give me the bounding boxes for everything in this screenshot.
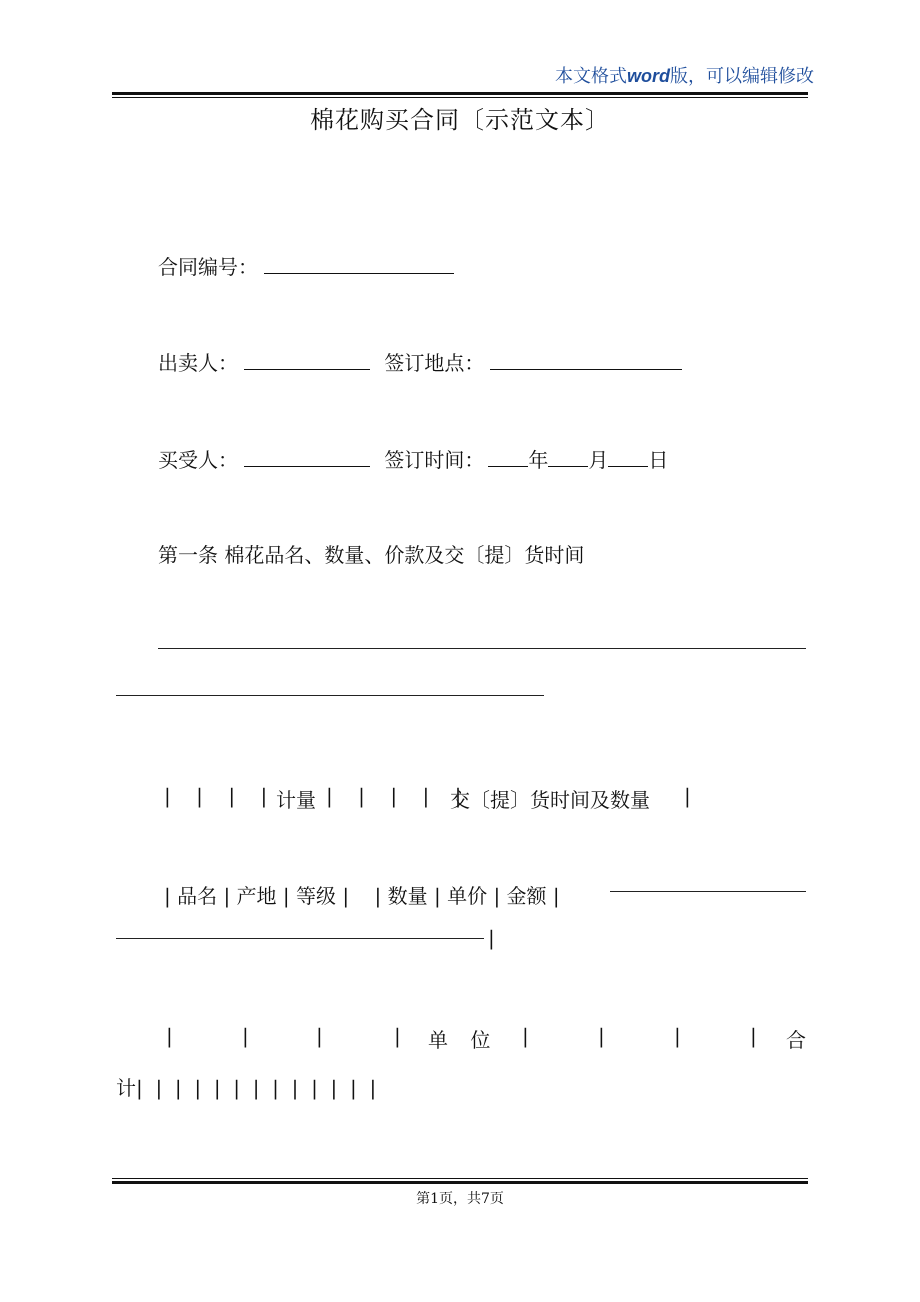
row1-bars-a: | | | |	[164, 784, 268, 808]
row3-bars-g: |	[674, 1024, 681, 1048]
contract-number-line	[158, 254, 454, 280]
dash-line-2	[116, 695, 544, 696]
footer-rule-thick	[112, 1181, 808, 1184]
contract-number-label: 合同编号：	[158, 255, 258, 279]
row1-bars-b: | | | | |	[326, 784, 462, 808]
header-note-prefix: 本文格式	[555, 66, 627, 87]
seller-line	[158, 350, 682, 376]
month-blank	[548, 448, 588, 467]
header-note	[555, 62, 814, 88]
row3-total-a: 合	[786, 1028, 806, 1052]
row2-qty: 数量	[387, 884, 428, 908]
row2-dash-b	[116, 938, 484, 939]
row2-dash-a	[610, 891, 806, 892]
contract-number-blank	[264, 255, 454, 274]
seller-label: 出卖人：	[158, 351, 238, 375]
row2-grade: 等级	[296, 884, 337, 908]
row3-bars-b: |	[242, 1024, 249, 1048]
page-number: 第1页，共7页	[416, 1191, 504, 1207]
sign-place-label: 签订地点：	[384, 351, 485, 375]
row2-origin: 产地	[236, 884, 277, 908]
month-label: 月	[588, 448, 609, 472]
seller-blank	[244, 351, 370, 370]
row3-bars-c: |	[316, 1024, 323, 1048]
year-blank	[488, 448, 528, 467]
row4-total-b: 计| | | | | | | | | | | | |	[116, 1076, 377, 1100]
row2-price: 单价	[447, 884, 488, 908]
article-1-heading: 第一条 棉花品名、数量、价款及交〔提〕货时间	[158, 543, 585, 567]
row4-total-label: 计	[116, 1076, 136, 1100]
header-note-word: word	[627, 66, 670, 86]
row2-amount: 金额	[506, 884, 547, 908]
footer-rule-thin	[112, 1178, 808, 1179]
dash-line-1	[158, 648, 806, 649]
year-label: 年	[528, 448, 549, 472]
row2-bar-end: |	[488, 926, 495, 950]
row2-name: 品名	[177, 884, 218, 908]
header-note-suffix: 版，可以编辑修改	[670, 66, 814, 87]
row3-bars-e: |	[522, 1024, 529, 1048]
row1-measure: 计量	[276, 788, 316, 812]
buyer-line	[158, 447, 668, 473]
row3-unit: 单 位	[428, 1028, 499, 1052]
row3-bars-a: |	[166, 1024, 173, 1048]
row2-cells: | 品名 | 产地 | 等级 | | 数量 | 单价 | 金额 |	[164, 884, 560, 908]
header-rule-thin	[112, 97, 808, 98]
sign-time-label: 签订时间：	[384, 448, 485, 472]
day-label: 日	[648, 448, 669, 472]
row3-bars-f: |	[598, 1024, 605, 1048]
row1-delivery: 交〔提〕货时间及数量	[450, 788, 650, 812]
day-blank	[608, 448, 648, 467]
row3-bars-h: |	[750, 1024, 757, 1048]
buyer-blank	[244, 448, 370, 467]
row1-bar-end: |	[684, 784, 691, 808]
row3-bars-d: |	[394, 1024, 401, 1048]
document-title: 棉花购买合同〔示范文本〕	[310, 106, 610, 134]
header-rule-thick	[112, 92, 808, 95]
sign-place-blank	[490, 351, 682, 370]
buyer-label: 买受人：	[158, 448, 238, 472]
